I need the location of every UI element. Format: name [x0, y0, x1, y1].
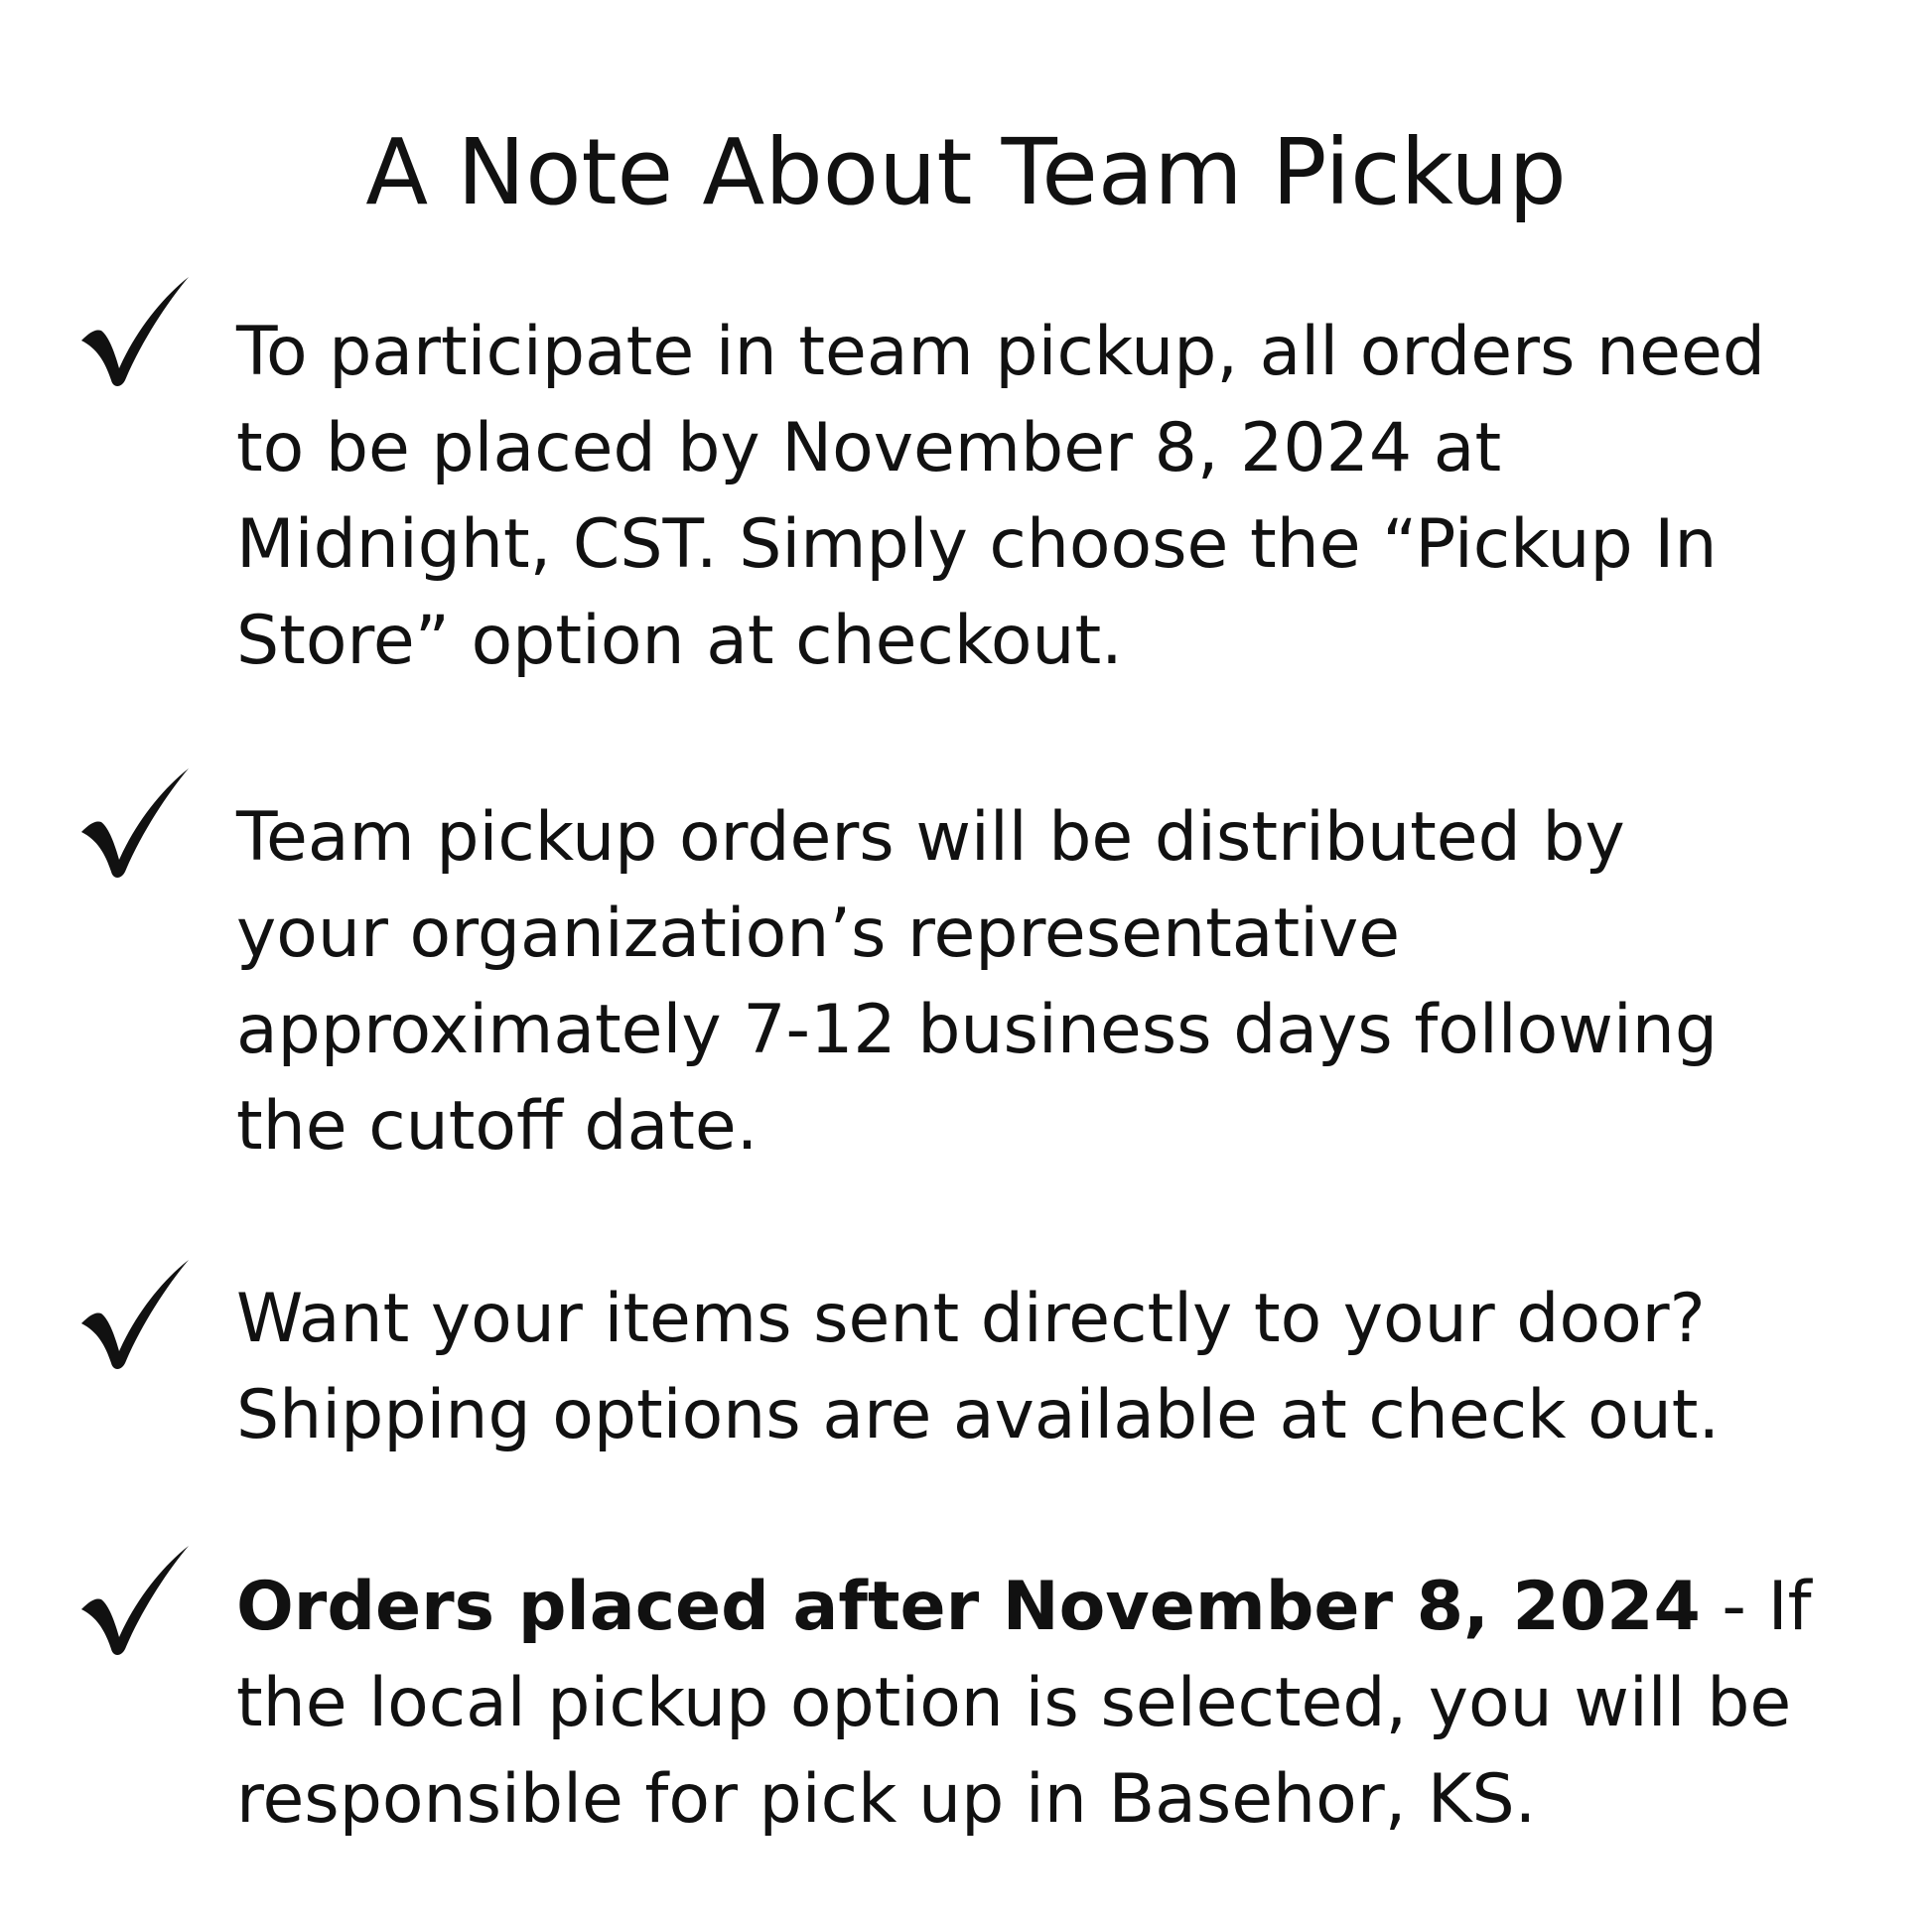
checkmark-icon — [75, 764, 195, 884]
bold-deadline: Orders placed after November 8, 2024 — [236, 1568, 1701, 1646]
text-line: Team pickup orders will be distributed by — [236, 798, 1625, 877]
checkmark-icon — [75, 1542, 195, 1661]
text-line: Store” option at checkout. — [236, 602, 1123, 680]
item-text — [236, 304, 1864, 689]
text-line: Midnight, CST. Simply choose the “Pickup In — [236, 505, 1718, 584]
text-line: the cutoff date. — [236, 1087, 759, 1166]
text-line — [236, 1559, 1864, 1655]
text-line: responsible for pick up in Basehor, KS. — [236, 1760, 1537, 1839]
text-line: To participate in team pickup, all orders need — [236, 313, 1765, 391]
lead-rest: - If — [1700, 1568, 1812, 1646]
checkmark-icon — [75, 1256, 195, 1375]
item-text — [236, 1271, 1864, 1463]
item-text — [236, 789, 1864, 1174]
text-line: the local pickup option is selected, you will be — [236, 1664, 1792, 1742]
page-title: A Note About Team Pickup — [365, 119, 1567, 225]
text-line: Want your items sent directly to your door? — [236, 1280, 1706, 1358]
text-line: your organization’s representative — [236, 895, 1401, 973]
item-text — [236, 1559, 1864, 1848]
text-line: to be placed by November 8, 2024 at — [236, 409, 1502, 487]
checkmark-icon — [75, 273, 195, 392]
text-line: approximately 7-12 business days following — [236, 991, 1719, 1069]
text-line: Shipping options are available at check out. — [236, 1376, 1721, 1454]
